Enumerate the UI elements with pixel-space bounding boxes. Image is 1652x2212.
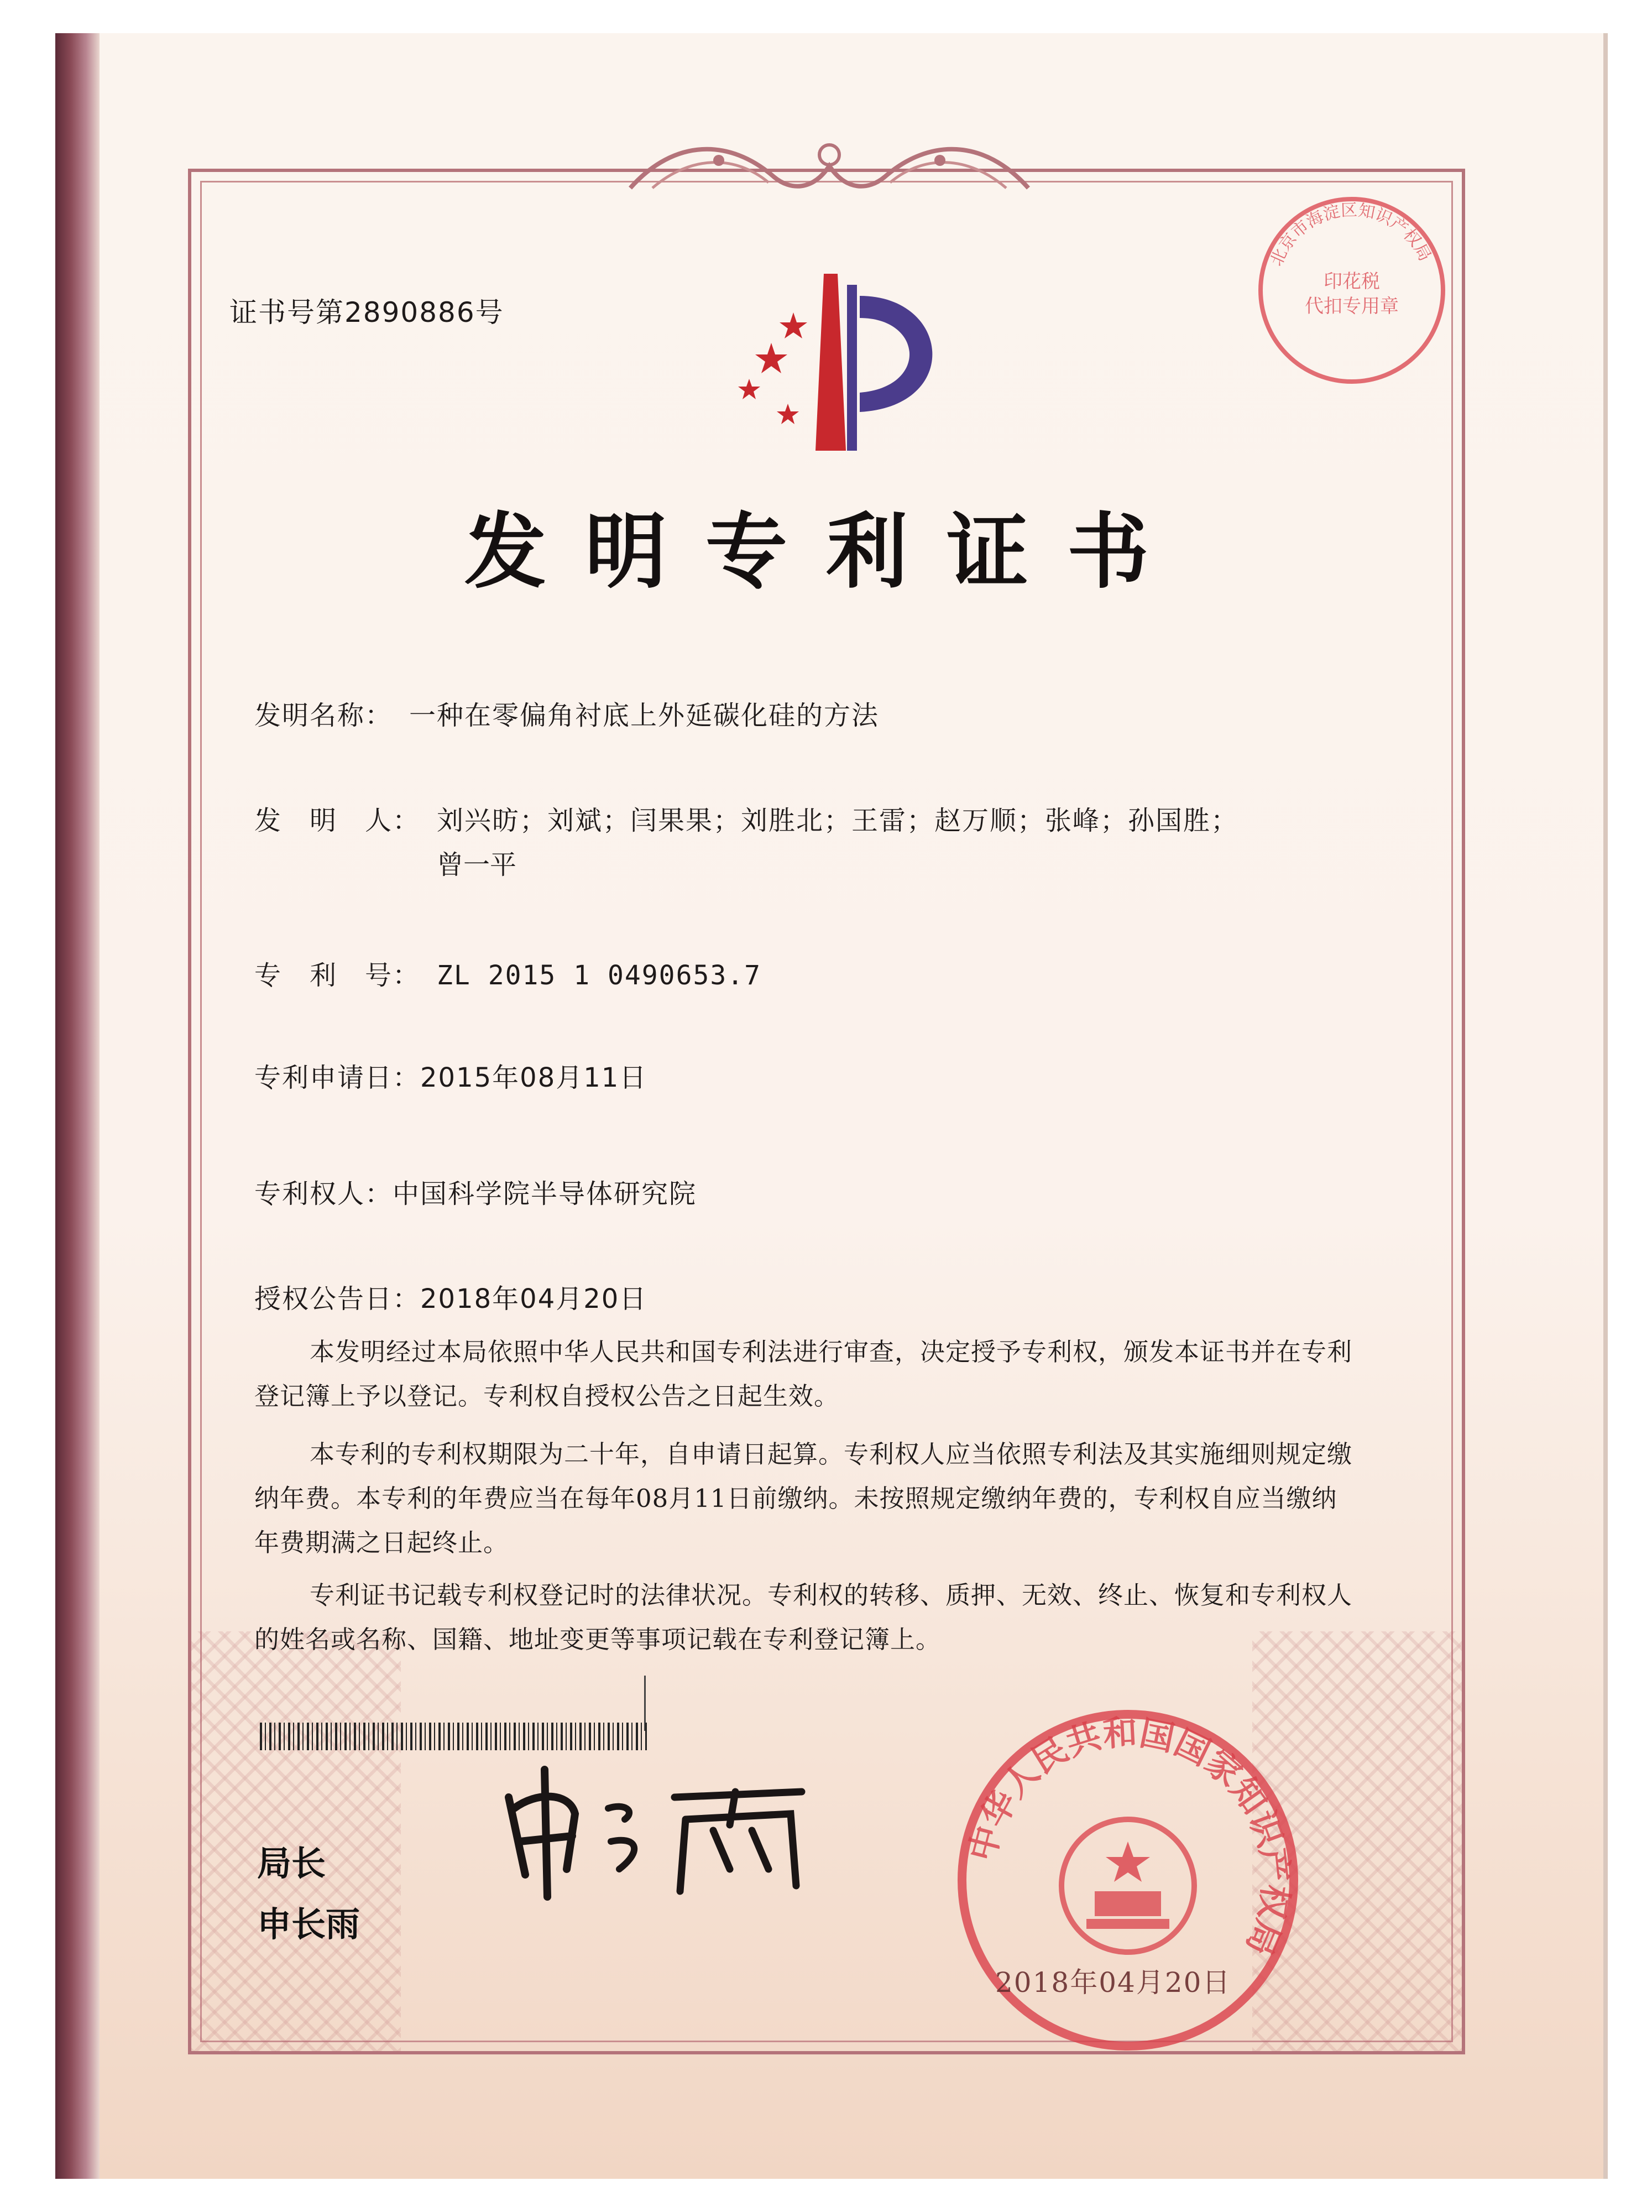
barcode-icon (260, 1723, 647, 1750)
sheet-edge (1603, 33, 1608, 2179)
svg-text:代扣专用章: 代扣专用章 (1305, 295, 1399, 317)
paragraph-term: 本专利的专利权期限为二十年，自申请日起算。专利权人应当依照专利法及其实施细则规定缴纳年费。本专利的年费应当在每年08月11日前缴纳。未按照规定缴纳年费的，专利权自应当缴纳年费期满之日起终止。 (254, 1439, 1353, 1557)
application-date-value: 2015年08月11日 (420, 1062, 647, 1093)
invention-name-value: 一种在零偏角衬底上外延碳化硅的方法 (409, 700, 880, 731)
binding-edge (55, 33, 100, 2179)
cnipa-official-seal (951, 1703, 1305, 2057)
invention-name-field (254, 694, 879, 732)
grant-date-value: 2018年04月20日 (420, 1284, 647, 1314)
inventors-value: 刘兴昉；刘斌；闫果果；刘胜北；王雷；赵万顺；张峰；孙国胜； (437, 805, 1239, 836)
seal-date: 2018年04月20日 (995, 1966, 1231, 1999)
inventors-label: 发 明 人： (254, 805, 421, 836)
application-date-label: 专利申请日： (254, 1062, 421, 1093)
director-name: 申长雨 (257, 1904, 360, 1944)
application-date-field (254, 1056, 647, 1094)
director-signature (492, 1759, 835, 1902)
patentee-label: 专利权人： (254, 1178, 393, 1209)
seal-ring-text: 中华人民共和国国家知识产权局 (961, 1712, 1296, 1962)
svg-text:印花税: 印花税 (1324, 270, 1380, 293)
patent-number-value: ZL 2015 1 0490653.7 (437, 960, 762, 991)
patentee-field (254, 1172, 697, 1211)
top-ornament-icon (608, 127, 1050, 205)
page-title: 发明专利证书 (464, 503, 1188, 599)
patent-number-label: 专 利 号： (254, 960, 421, 991)
inventors-continuation: 曾一平 (437, 849, 517, 880)
patentee-value: 中国科学院半导体研究院 (393, 1178, 697, 1209)
director-title: 局长 (257, 1843, 326, 1884)
svg-text:北京市海淀区知识产权局: 北京市海淀区知识产权局 (1267, 200, 1435, 269)
invention-name-label: 发明名称： (254, 700, 393, 731)
cnipa-logo-icon (719, 274, 984, 456)
grant-date-field (254, 1277, 647, 1316)
paragraph-grant: 本发明经过本局依照中华人民共和国专利法进行审查，决定授予专利权，颁发本证书并在专利登记簿上予以登记。专利权自授权公告之日起生效。 (254, 1337, 1353, 1411)
patent-number-field (254, 954, 761, 992)
certificate-number: 证书号第2890886号 (229, 296, 504, 328)
national-emblem-icon (1062, 1819, 1194, 1952)
grant-date-label: 授权公告日： (254, 1284, 421, 1314)
inventors-field (254, 799, 1238, 837)
paragraph-legal-status: 专利证书记载专利权登记时的法律状况。专利权的转移、质押、无效、终止、恢复和专利权人的姓名或名称、国籍、地址变更等事项记载在专利登记簿上。 (254, 1580, 1353, 1654)
tax-seal-stamp (1252, 191, 1451, 390)
